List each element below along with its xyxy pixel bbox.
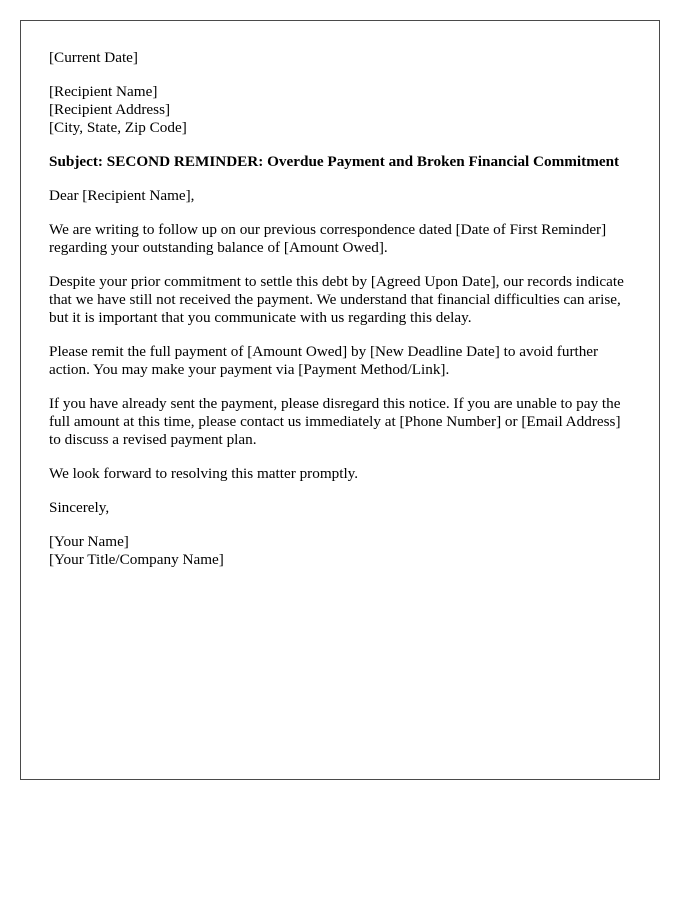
body-paragraph-2: Despite your prior commitment to settle this debt by [Agreed Upon Date], our records indicate that we have still not received the payment. We understand that financial difficulties can arise, but it is important that you communicate with us regarding this delay. <box>49 273 624 326</box>
recipient-city-state-zip: [City, State, Zip Code] <box>49 119 187 136</box>
letter-closing: Sincerely, <box>49 499 110 516</box>
signature-title: [Your Title/Company Name] <box>49 551 224 568</box>
letter-page <box>20 20 660 780</box>
signature-block <box>49 533 631 569</box>
signature-name: [Your Name] <box>49 533 129 550</box>
body-paragraph-3: Please remit the full payment of [Amount Owed] by [New Deadline Date] to avoid further action. You may make your payment via [Payment Method/Link]. <box>49 343 599 378</box>
body-paragraph-1: We are writing to follow up on our previous correspondence dated [Date of First Reminder] regarding your outstanding balance of [Amount Owed]. <box>49 221 607 256</box>
body-paragraph-4: If you have already sent the payment, please disregard this notice. If you are unable to pay the full amount at this time, please contact us immediately at [Phone Number] or [Email Address] to discuss a revised payment plan. <box>49 395 621 448</box>
letter-date: [Current Date] <box>49 49 138 66</box>
letter-subject: Subject: SECOND REMINDER: Overdue Payment and Broken Financial Commitment <box>49 153 620 170</box>
recipient-block <box>49 83 631 137</box>
recipient-address: [Recipient Address] <box>49 101 171 118</box>
body-paragraph-5: We look forward to resolving this matter promptly. <box>49 465 359 482</box>
recipient-name: [Recipient Name] <box>49 83 158 100</box>
letter-salutation: Dear [Recipient Name], <box>49 187 195 204</box>
